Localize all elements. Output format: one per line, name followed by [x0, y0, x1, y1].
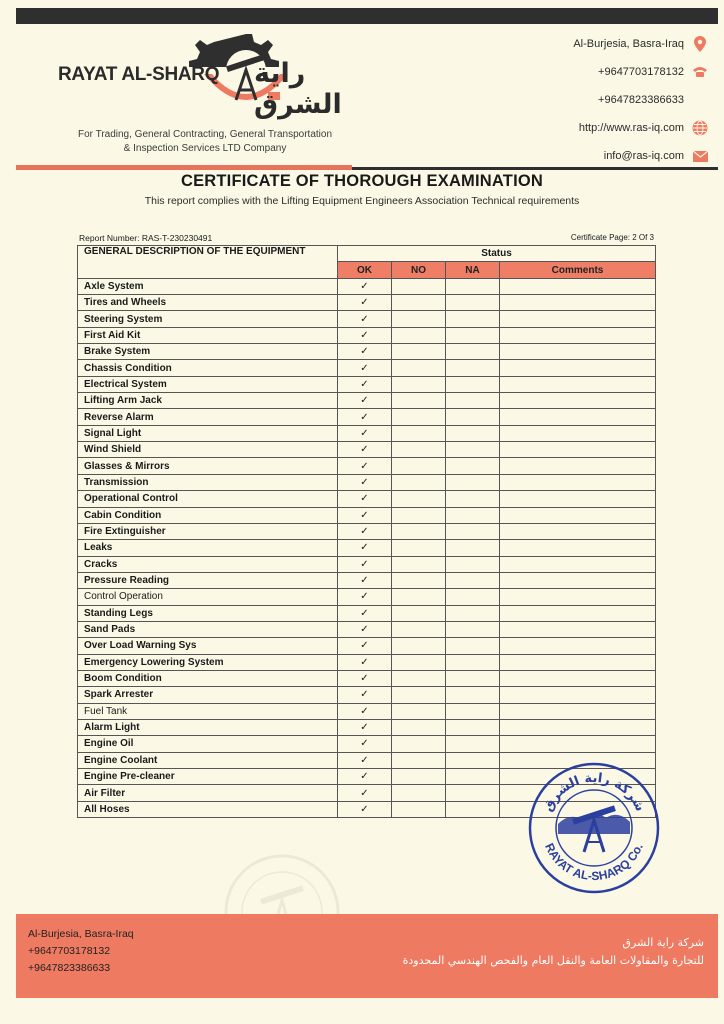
equipment-item-label: First Aid Kit [78, 327, 338, 343]
table-row [78, 327, 656, 343]
ok-cell: ✓ [338, 769, 392, 785]
no-cell [392, 360, 446, 376]
na-cell [446, 638, 500, 654]
ok-cell: ✓ [338, 458, 392, 474]
na-cell [446, 442, 500, 458]
no-cell [392, 507, 446, 523]
na-cell [446, 572, 500, 588]
logo-english-text: RAYAT AL-SHARQ [58, 64, 220, 85]
equipment-item-label: Cracks [78, 556, 338, 572]
header-contacts [488, 30, 708, 170]
table-header-row [78, 246, 656, 262]
na-cell [446, 703, 500, 719]
table-row [78, 507, 656, 523]
equipment-item-label: Sand Pads [78, 621, 338, 637]
ok-cell: ✓ [338, 474, 392, 490]
equipment-item-label: Emergency Lowering System [78, 654, 338, 670]
no-cell [392, 752, 446, 768]
no-cell [392, 523, 446, 539]
contact-phone-1[interactable] [488, 58, 708, 86]
equipment-item-label: Control Operation [78, 589, 338, 605]
certificate-title: CERTIFICATE OF THOROUGH EXAMINATION [180, 172, 544, 190]
table-row [78, 540, 656, 556]
equipment-item-label: Over Load Warning Sys [78, 638, 338, 654]
comments-cell [500, 621, 656, 637]
comments-cell [500, 327, 656, 343]
ok-cell: ✓ [338, 687, 392, 703]
comments-cell [500, 311, 656, 327]
na-cell [446, 376, 500, 392]
na-cell [446, 295, 500, 311]
comments-cell [500, 491, 656, 507]
na-cell [446, 409, 500, 425]
stamp-english-text: RAYAT AL-SHARQ Co. [542, 841, 646, 884]
equipment-item-label: Reverse Alarm [78, 409, 338, 425]
no-cell [392, 295, 446, 311]
ok-cell: ✓ [338, 523, 392, 539]
equipment-item-label: Steering System [78, 311, 338, 327]
company-tagline [60, 128, 350, 156]
table-row [78, 523, 656, 539]
equipment-item-label: Chassis Condition [78, 360, 338, 376]
equipment-item-label: Transmission [78, 474, 338, 490]
phone-icon [692, 64, 708, 80]
contact-phone-2[interactable] [488, 86, 708, 114]
na-cell [446, 654, 500, 670]
address-text: Al-Burjesia, Basra-Iraq [573, 38, 684, 50]
na-cell [446, 752, 500, 768]
ok-cell: ✓ [338, 360, 392, 376]
no-cell [392, 311, 446, 327]
equipment-item-label: Fire Extinguisher [78, 523, 338, 539]
na-cell [446, 687, 500, 703]
ok-cell: ✓ [338, 409, 392, 425]
equipment-item-label: Electrical System [78, 376, 338, 392]
footer-arabic-description: للتجارة والمقاولات العامة والنقل العام والفحص الهندسي المحدودة [402, 954, 704, 967]
svg-text:RAYAT AL-SHARQ Co. [542, 841, 646, 883]
ok-cell: ✓ [338, 376, 392, 392]
status-header: Status [338, 246, 656, 262]
examination-table [77, 245, 656, 818]
equipment-item-label: Cabin Condition [78, 507, 338, 523]
comments-cell [500, 425, 656, 441]
na-cell [446, 393, 500, 409]
table-row [78, 703, 656, 719]
certificate-page: Certificate Page: 2 Of 3 [570, 233, 654, 242]
na-cell [446, 425, 500, 441]
ok-cell: ✓ [338, 621, 392, 637]
footer-band [16, 914, 718, 998]
ok-cell: ✓ [338, 638, 392, 654]
comments-cell [500, 703, 656, 719]
na-cell [446, 719, 500, 735]
equipment-item-label: All Hoses [78, 801, 338, 817]
equipment-item-label: Spark Arrester [78, 687, 338, 703]
equipment-item-label: Axle System [78, 278, 338, 294]
no-cell [392, 654, 446, 670]
company-stamp-icon [526, 760, 662, 896]
na-cell [446, 327, 500, 343]
table-row [78, 491, 656, 507]
equipment-item-label: Tires and Wheels [78, 295, 338, 311]
tagline-line-1: For Trading, General Contracting, General Transportation [77, 129, 333, 140]
ok-cell: ✓ [338, 801, 392, 817]
na-cell [446, 311, 500, 327]
contact-email[interactable] [488, 142, 708, 170]
no-cell [392, 801, 446, 817]
comments-cell [500, 278, 656, 294]
comments-cell [500, 409, 656, 425]
table-row [78, 311, 656, 327]
ok-cell: ✓ [338, 442, 392, 458]
ok-cell: ✓ [338, 556, 392, 572]
na-cell [446, 278, 500, 294]
ok-cell: ✓ [338, 703, 392, 719]
equipment-item-label: Glasses & Mirrors [78, 458, 338, 474]
no-column-header: NO [392, 262, 446, 278]
no-cell [392, 442, 446, 458]
logo-arabic-text: راية الشرق [254, 58, 342, 120]
ok-cell: ✓ [338, 311, 392, 327]
report-number: Report Number: RAS-T-230230491 [79, 233, 213, 243]
comments-cell [500, 295, 656, 311]
no-cell [392, 556, 446, 572]
comments-cell [500, 670, 656, 686]
table-row [78, 572, 656, 588]
footer-contact [28, 926, 134, 977]
equipment-item-label: Engine Coolant [78, 752, 338, 768]
ok-cell: ✓ [338, 491, 392, 507]
location-pin-icon [692, 36, 708, 52]
equipment-item-label: Brake System [78, 344, 338, 360]
comments-cell [500, 605, 656, 621]
ok-column-header: OK [338, 262, 392, 278]
header-divider-accent [16, 165, 352, 170]
table-row [78, 393, 656, 409]
table-row [78, 638, 656, 654]
na-cell [446, 670, 500, 686]
na-cell [446, 801, 500, 817]
table-row [78, 654, 656, 670]
footer-phone-2[interactable]: +9647823386633 [28, 962, 111, 974]
no-cell [392, 474, 446, 490]
ok-cell: ✓ [338, 278, 392, 294]
certificate-subtitle: This report complies with the Lifting Equipment Engineers Association Technical requirements [144, 195, 580, 207]
equipment-item-label: Air Filter [78, 785, 338, 801]
equipment-item-label: Pressure Reading [78, 572, 338, 588]
ok-cell: ✓ [338, 327, 392, 343]
equipment-item-label: Standing Legs [78, 605, 338, 621]
na-cell [446, 769, 500, 785]
equipment-item-label: Signal Light [78, 425, 338, 441]
no-cell [392, 769, 446, 785]
table-row [78, 458, 656, 474]
ok-cell: ✓ [338, 393, 392, 409]
no-cell [392, 327, 446, 343]
table-row [78, 736, 656, 752]
comments-cell [500, 507, 656, 523]
phone-1-text: +9647703178132 [598, 66, 684, 78]
ok-cell: ✓ [338, 572, 392, 588]
na-cell [446, 523, 500, 539]
spacer-icon [692, 92, 708, 108]
footer-phone-1[interactable]: +9647703178132 [28, 945, 111, 957]
comments-cell [500, 572, 656, 588]
no-cell [392, 589, 446, 605]
comments-cell [500, 687, 656, 703]
na-cell [446, 360, 500, 376]
no-cell [392, 736, 446, 752]
contact-website[interactable] [488, 114, 708, 142]
header-divider-dark [352, 167, 718, 170]
email-text: info@ras-iq.com [603, 150, 684, 162]
na-cell [446, 507, 500, 523]
na-cell [446, 344, 500, 360]
equipment-item-label: Fuel Tank [78, 703, 338, 719]
equipment-item-label: Engine Oil [78, 736, 338, 752]
footer-arabic-company [403, 934, 704, 970]
ok-cell: ✓ [338, 752, 392, 768]
comments-cell [500, 736, 656, 752]
no-cell [392, 344, 446, 360]
na-cell [446, 605, 500, 621]
no-cell [392, 785, 446, 801]
no-cell [392, 719, 446, 735]
comments-cell [500, 442, 656, 458]
ok-cell: ✓ [338, 540, 392, 556]
na-column-header: NA [446, 262, 500, 278]
no-cell [392, 621, 446, 637]
ok-cell: ✓ [338, 295, 392, 311]
contact-address [488, 30, 708, 58]
comments-cell [500, 540, 656, 556]
ok-cell: ✓ [338, 719, 392, 735]
comments-cell [500, 458, 656, 474]
equipment-item-label: Lifting Arm Jack [78, 393, 338, 409]
table-row [78, 556, 656, 572]
na-cell [446, 589, 500, 605]
table-row [78, 295, 656, 311]
equipment-item-label: Alarm Light [78, 719, 338, 735]
na-cell [446, 621, 500, 637]
ok-cell: ✓ [338, 507, 392, 523]
equipment-item-label: Operational Control [78, 491, 338, 507]
ok-cell: ✓ [338, 344, 392, 360]
desc-header: GENERAL DESCRIPTION OF THE EQUIPMENT [78, 246, 338, 279]
no-cell [392, 605, 446, 621]
comments-cell [500, 474, 656, 490]
comments-cell [500, 654, 656, 670]
no-cell [392, 687, 446, 703]
comments-cell [500, 589, 656, 605]
no-cell [392, 670, 446, 686]
ok-cell: ✓ [338, 589, 392, 605]
no-cell [392, 393, 446, 409]
table-row [78, 474, 656, 490]
na-cell [446, 474, 500, 490]
table-row [78, 719, 656, 735]
company-logo [58, 30, 358, 126]
table-row [78, 687, 656, 703]
phone-2-text: +9647823386633 [598, 94, 684, 106]
top-bar [16, 8, 718, 24]
comments-column-header: Comments [500, 262, 656, 278]
tagline-line-2: & Inspection Services LTD Company [123, 143, 287, 154]
no-cell [392, 458, 446, 474]
table-row [78, 442, 656, 458]
no-cell [392, 638, 446, 654]
ok-cell: ✓ [338, 605, 392, 621]
equipment-item-label: Wind Shield [78, 442, 338, 458]
ok-cell: ✓ [338, 785, 392, 801]
footer-address: Al-Burjesia, Basra-Iraq [28, 928, 134, 940]
stamp-arabic-text: شركة راية الشرق [540, 770, 648, 815]
na-cell [446, 491, 500, 507]
na-cell [446, 736, 500, 752]
na-cell [446, 458, 500, 474]
no-cell [392, 540, 446, 556]
equipment-item-label: Boom Condition [78, 670, 338, 686]
table-row [78, 589, 656, 605]
equipment-item-label: Engine Pre-cleaner [78, 769, 338, 785]
table-row [78, 278, 656, 294]
equipment-item-label: Leaks [78, 540, 338, 556]
comments-cell [500, 719, 656, 735]
no-cell [392, 409, 446, 425]
table-row [78, 344, 656, 360]
table-row [78, 670, 656, 686]
table-row [78, 409, 656, 425]
no-cell [392, 425, 446, 441]
comments-cell [500, 638, 656, 654]
table-row [78, 360, 656, 376]
globe-icon [692, 120, 708, 136]
website-text: http://www.ras-iq.com [578, 122, 684, 134]
ok-cell: ✓ [338, 654, 392, 670]
comments-cell [500, 556, 656, 572]
comments-cell [500, 376, 656, 392]
no-cell [392, 491, 446, 507]
comments-cell [500, 393, 656, 409]
footer-arabic-name: شركة راية الشرق [622, 936, 704, 949]
table-row [78, 621, 656, 637]
comments-cell [500, 523, 656, 539]
na-cell [446, 785, 500, 801]
no-cell [392, 376, 446, 392]
no-cell [392, 572, 446, 588]
table-body [78, 278, 656, 817]
ok-cell: ✓ [338, 736, 392, 752]
na-cell [446, 556, 500, 572]
table-row [78, 425, 656, 441]
comments-cell [500, 360, 656, 376]
comments-cell [500, 344, 656, 360]
mail-icon [692, 148, 708, 164]
table-row [78, 376, 656, 392]
ok-cell: ✓ [338, 670, 392, 686]
no-cell [392, 278, 446, 294]
table-row [78, 605, 656, 621]
na-cell [446, 540, 500, 556]
no-cell [392, 703, 446, 719]
ok-cell: ✓ [338, 425, 392, 441]
